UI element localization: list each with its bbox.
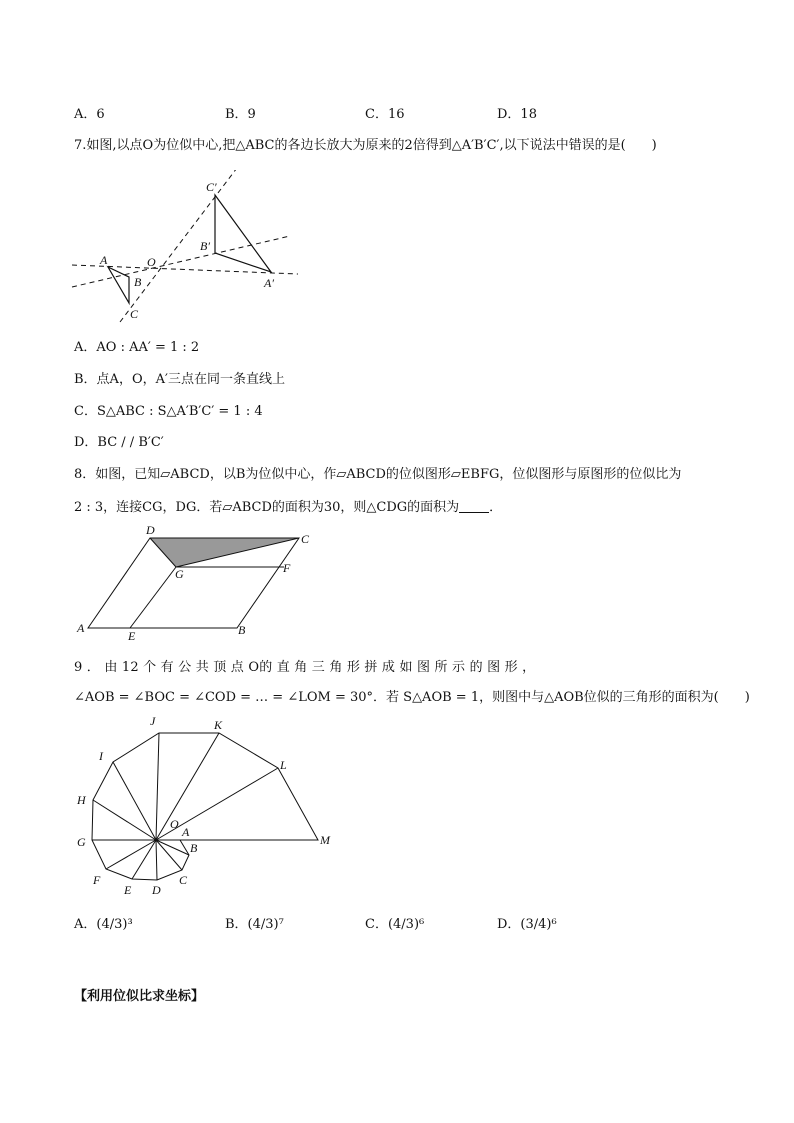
q8-stem-line2: 2 : 3，连接CG，DG．若▱ABCD的面积为30，则△CDG的面积为 — [74, 500, 460, 515]
q7-option-c: C．S△ABC : S△A′B′C′ = 1 : 4 — [74, 404, 263, 419]
q9-stem-line1: 9 ． 由 12 个 有 公 共 顶 点 O的 直 角 三 角 形 拼 成 如 图 所 示 的 图 形 ， — [74, 660, 536, 675]
q9-stem-line2: ∠AOB = ∠BOC = ∠COD = … = ∠LOM = 30°．若 S△AOB = 1，则图中与△AOB位似的三角形的面积为( ) — [74, 690, 750, 705]
q9-option-b: B．(4/3)⁷ — [225, 917, 284, 932]
q6-option-d: D．18 — [497, 107, 537, 122]
q9-label-e: E — [124, 883, 132, 897]
q9-label-k: K — [214, 718, 223, 732]
q8-label-f: F — [283, 561, 291, 575]
q7-label-b: B — [134, 275, 142, 289]
q9-label-j: J — [150, 714, 156, 728]
q9-label-a: A — [182, 825, 190, 839]
q9-figure — [70, 708, 340, 904]
q8-stem-line2-wrap — [74, 496, 502, 515]
q7-label-c1: C′ — [206, 180, 217, 194]
q9-label-o: O — [170, 817, 179, 831]
q8-label-e: E — [128, 629, 136, 643]
q6-option-b: B．9 — [225, 107, 256, 122]
q8-stem-end: ． — [489, 500, 503, 515]
q9-option-d: D．(3/4)⁶ — [497, 917, 557, 932]
q8-label-g: G — [175, 567, 184, 581]
q7-figure — [60, 170, 310, 330]
q9-label-b: B — [190, 841, 198, 855]
q9-label-h: H — [77, 793, 86, 807]
q9-label-d: D — [152, 883, 161, 897]
q8-answer-blank[interactable] — [459, 500, 489, 513]
q8-figure — [70, 525, 320, 645]
q9-label-i: I — [99, 749, 103, 763]
q9-label-c: C — [179, 873, 188, 887]
q7-stem: 7.如图,以点O为位似中心,把△ABC的各边长放大为原来的2倍得到△A′B′C′,以下说法中错误的是( ) — [74, 138, 657, 153]
q8-stem-line1: 8．如图，已知▱ABCD，以B为位似中心，作▱ABCD的位似图形▱EBFG，位似图形与原图形的位似比为 — [74, 467, 682, 482]
q6-option-a: A．6 — [74, 107, 105, 122]
q8-label-a: A — [77, 621, 85, 635]
q9-option-c: C．(4/3)⁶ — [365, 917, 425, 932]
q6-option-c: C．16 — [365, 107, 405, 122]
q9-label-g: G — [77, 835, 86, 849]
q7-option-d: D．BC / / B′C′ — [74, 435, 164, 450]
q7-option-a: A．AO : AA′ = 1 : 2 — [74, 340, 200, 355]
q7-label-o: O — [147, 255, 156, 269]
q8-label-c: C — [301, 532, 310, 546]
q7-label-c: C — [130, 307, 139, 321]
q7-label-b1: B′ — [200, 239, 210, 253]
q7-label-a1: A′ — [264, 276, 274, 290]
q9-label-f: F — [93, 873, 101, 887]
q9-label-m: M — [320, 833, 330, 847]
q9-option-a: A．(4/3)³ — [74, 917, 133, 932]
q8-label-b: B — [238, 623, 246, 637]
section-title: 【利用位似比求坐标】 — [74, 989, 205, 1004]
q9-label-l: L — [280, 758, 287, 772]
q7-label-a: A — [100, 253, 108, 267]
q8-label-d: D — [146, 525, 155, 537]
q7-option-b: B．点A，O，A′三点在同一条直线上 — [74, 372, 285, 387]
